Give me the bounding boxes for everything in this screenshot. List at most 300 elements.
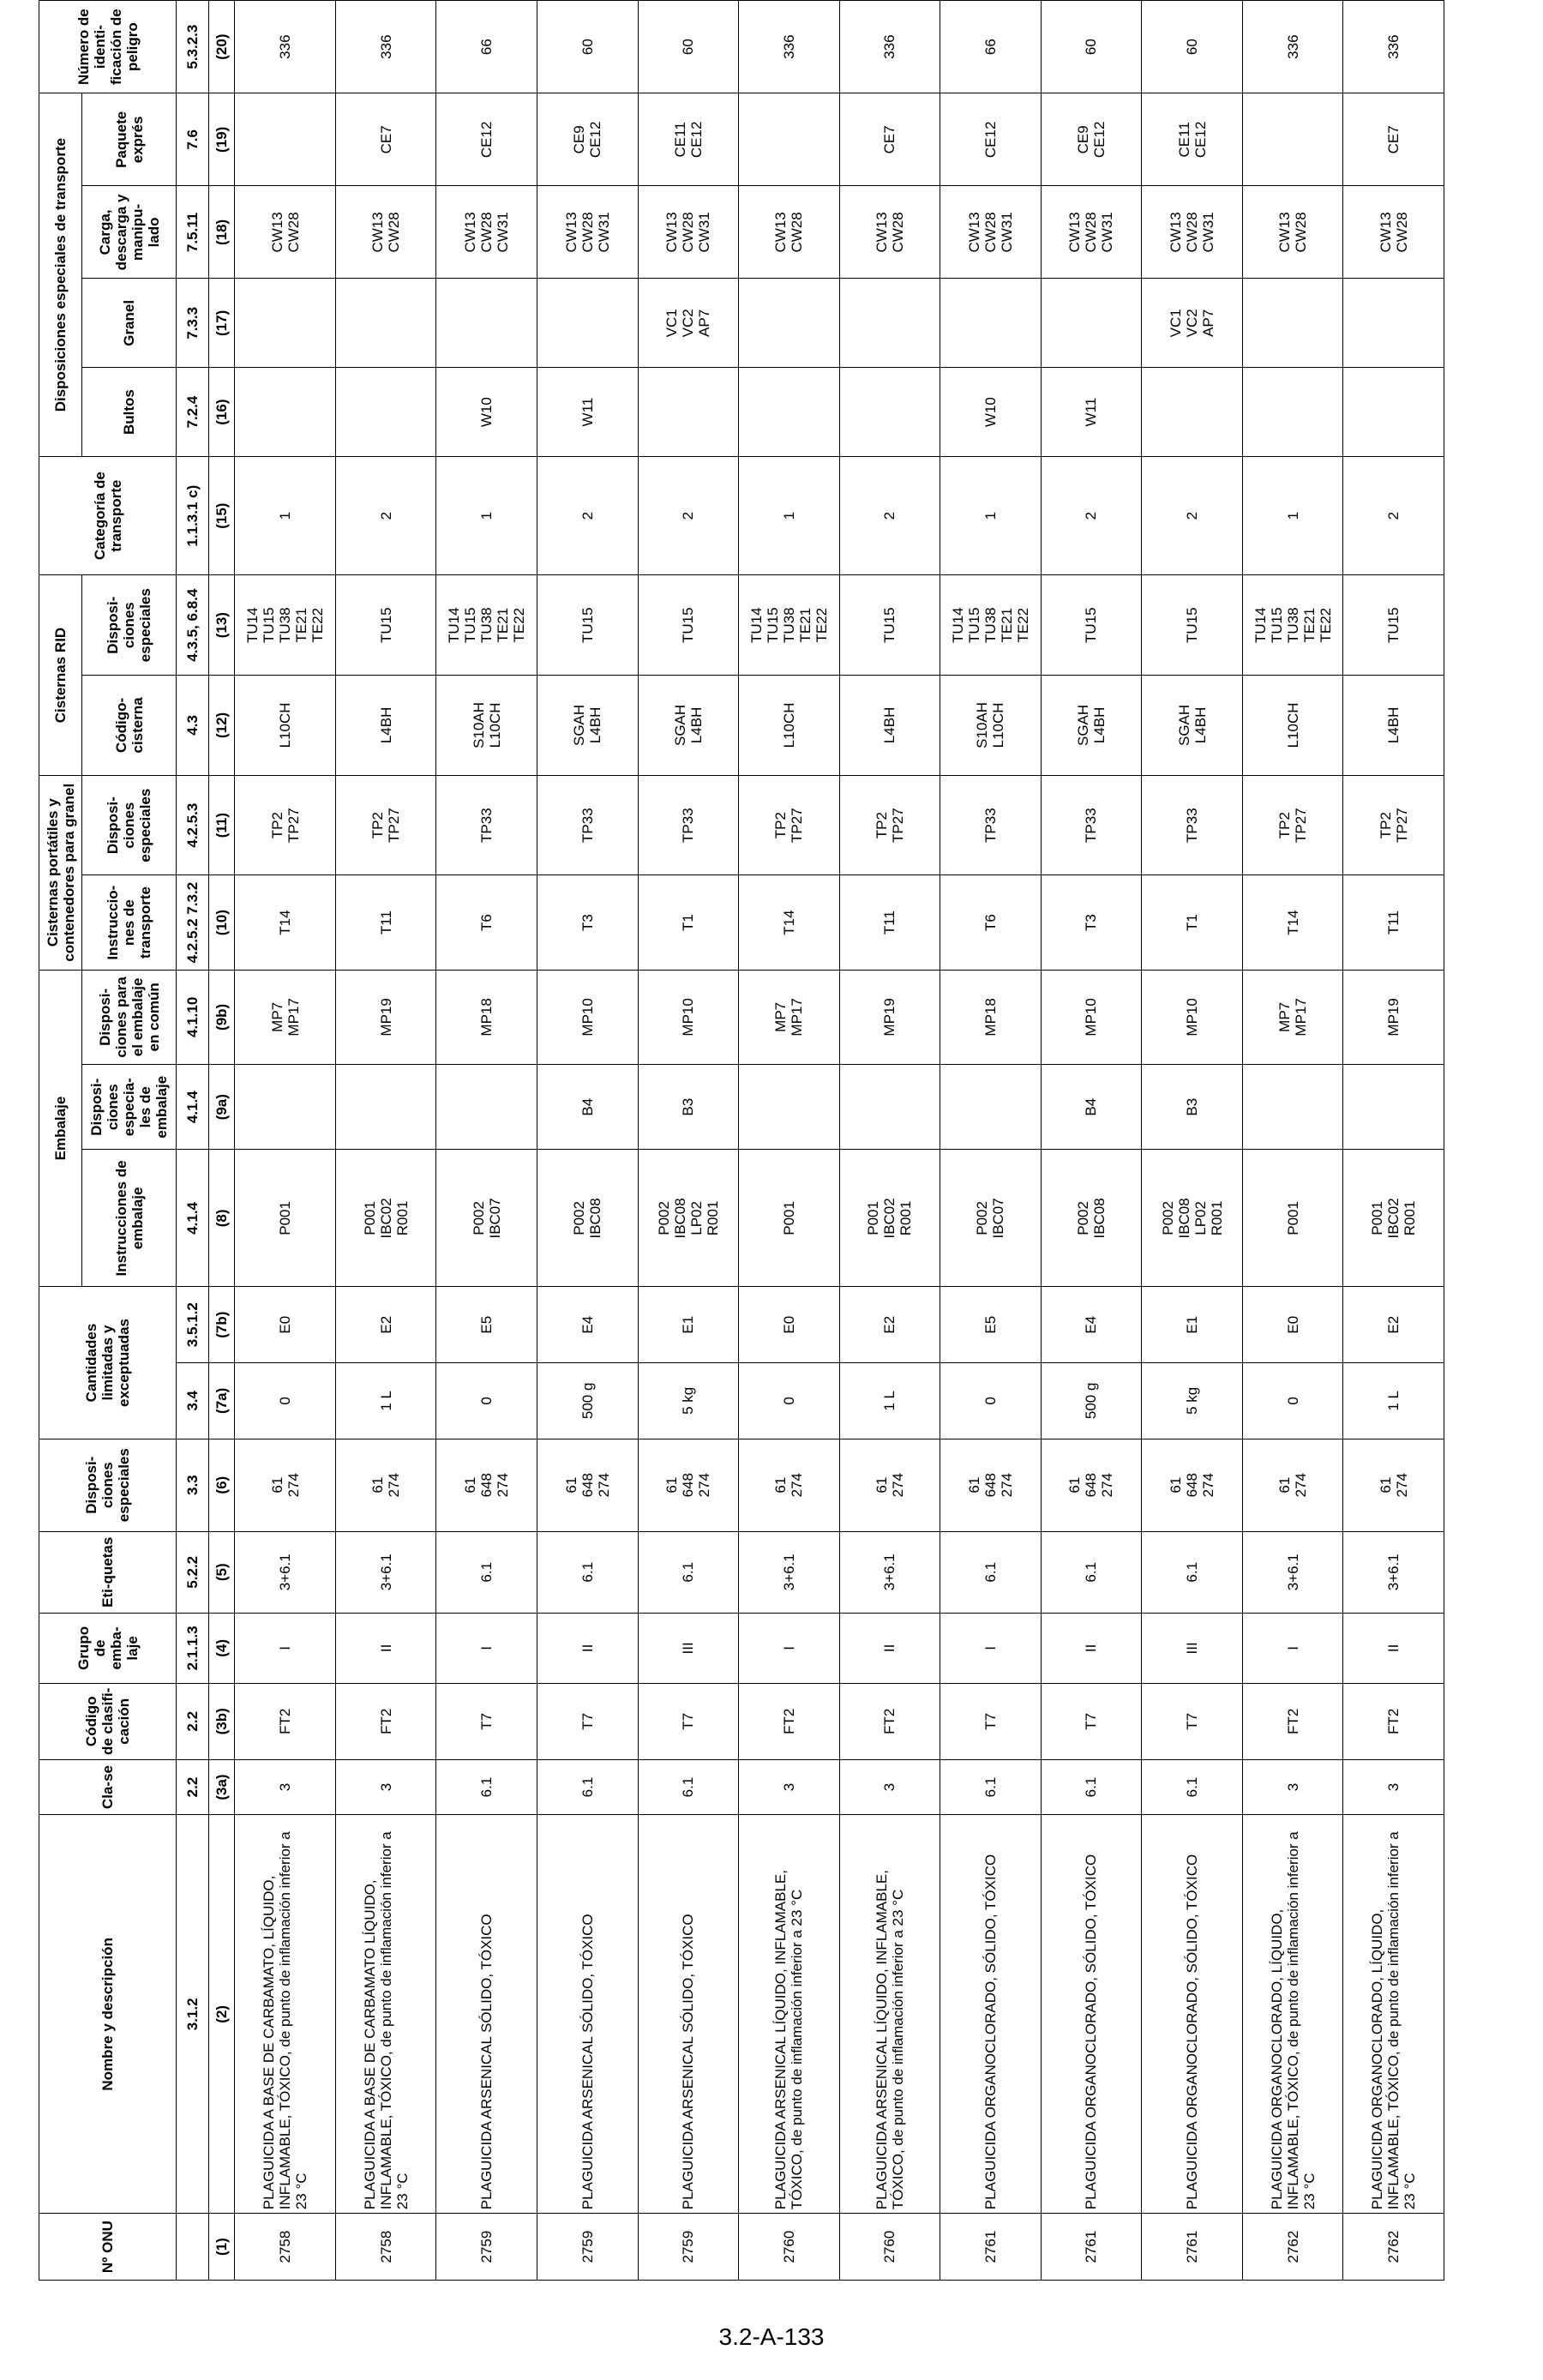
table-row-cell: PLAGUICIDA ORGANOCLORADO, SÓLIDO, TÓXICO [940,1815,1042,2214]
table-row-cell: P001 IBC02 R001 [1343,1150,1444,1287]
table-row-cell: TP2 TP27 [1343,775,1444,875]
table-row-cell: MP10 [638,970,739,1064]
table-row-cell: 2759 [436,2214,537,2281]
table-row-cell: 61 274 [1242,1439,1343,1531]
column-number-row-cell: (4) [209,1613,235,1683]
reference-row-cell: 1.1.3.1 c) [177,456,209,574]
table-row-cell: T14 [739,875,840,970]
table-row-cell: 2761 [1041,2214,1142,2281]
table-row-cell: 1 [235,456,336,574]
table-row-cell: MP7 MP17 [235,970,336,1064]
table-row-cell: 2760 [839,2214,940,2281]
table-row-cell: T11 [839,875,940,970]
header-transport-category: Categoría de transporte [39,456,177,574]
table-row-cell: PLAGUICIDA ARSENICAL SÓLIDO, TÓXICO [638,1815,739,2214]
table-row-cell: T3 [1041,875,1142,970]
table-row-cell: B3 [638,1064,739,1149]
reference-row-cell: 4.2.5.2 7.3.2 [177,875,209,970]
table-row-cell [739,279,840,368]
table-row-cell: E5 [436,1287,537,1363]
table-row-cell: 1 [940,456,1042,574]
table-row-cell: 60 [1041,1,1142,93]
table-row-cell: 2 [839,456,940,574]
header-tank-instructions: Instruccio-nes de transporte [82,875,177,970]
table-row-cell: 5 kg [1142,1363,1243,1439]
table-row-cell: PLAGUICIDA ARSENICAL LÍQUIDO, INFLAMABLE, TÓXICO, de punto de inflamación inferior a 23 °C [839,1815,940,2214]
table-row-cell: 2 [1041,456,1142,574]
column-number-row-cell: (17) [209,279,235,368]
reference-row-cell: 4.1.4 [177,1150,209,1287]
table-row-cell: 3+6.1 [839,1531,940,1613]
table-row-cell: 60 [638,1,739,93]
table-row-cell: II [537,1613,638,1683]
table-row-cell: CE12 [940,93,1042,186]
table-row-cell: FT2 [235,1683,336,1759]
table-row [1041,1,1142,2281]
table-row-cell: 2 [1343,456,1444,574]
table-row-cell: 336 [1242,1,1343,93]
table-row [839,1,940,2281]
table-row-cell: 2760 [739,2214,840,2281]
table-row-cell: 3 [839,1759,940,1815]
table-row-cell: 6.1 [638,1531,739,1613]
column-number-row-cell: (16) [209,368,235,457]
table-row-cell: CW13 CW28 [335,186,436,279]
table-row-cell [1142,368,1243,457]
table-row-cell: T14 [235,875,336,970]
table-row-cell: 3 [1343,1759,1444,1815]
table-row-cell: P002 IBC08 [537,1150,638,1287]
table-row-cell: T7 [537,1683,638,1759]
table-row-cell: 61 648 274 [638,1439,739,1531]
table-row-cell: PLAGUICIDA ORGANOCLORADO, LÍQUIDO, INFLAMABLE, TÓXICO, de punto de inflamación inferior a 23 °C [1343,1815,1444,2214]
table-row-cell: E0 [1242,1287,1343,1363]
table-row-cell: P002 IBC07 [940,1150,1042,1287]
header-limited-quantities: Cantidades limitadas y exceptuadas [39,1287,177,1439]
table-row-cell: T1 [638,875,739,970]
reference-row-cell: 2.2 [177,1683,209,1759]
header-hazard-id: Número de identi-ficación de peligro [39,1,177,93]
table-row-cell: II [335,1613,436,1683]
table-row-cell: CE11 CE12 [1142,93,1243,186]
table-row-cell [739,1064,840,1149]
table-row-cell: P001 IBC02 R001 [335,1150,436,1287]
table-row-cell: CW13 CW28 CW31 [1142,186,1243,279]
header-name-description: Nombre y descripción [39,1815,177,2214]
table-row-cell: P001 [739,1150,840,1287]
table-row-cell: L4BH [335,676,436,776]
column-number-row-cell: (7a) [209,1363,235,1439]
table-row-cell: B4 [1041,1064,1142,1149]
table-row-cell: 66 [940,1,1042,93]
table-row-cell: L4BH [839,676,940,776]
table-row-cell: CW13 CW28 [235,186,336,279]
table-row-cell: 6.1 [940,1531,1042,1613]
table-row [335,1,436,2281]
table-row-cell [436,279,537,368]
table-row-cell: 1 L [839,1363,940,1439]
table-row-cell [839,279,940,368]
table-row-cell: B4 [537,1064,638,1149]
table-row-cell: 2759 [638,2214,739,2281]
table-row-cell: TU15 [1041,575,1142,676]
table-row-cell: E0 [739,1287,840,1363]
table-row-cell [739,93,840,186]
table-row-cell: 0 [739,1363,840,1439]
column-number-row-cell: (7b) [209,1287,235,1363]
table-row-cell: MP19 [335,970,436,1064]
table-row-cell: I [235,1613,336,1683]
table-row-cell: PLAGUICIDA ORGANOCLORADO, SÓLIDO, TÓXICO [1142,1815,1243,2214]
table-row-cell: L10CH [1242,676,1343,776]
table-row-cell: FT2 [739,1683,840,1759]
table-row-cell: 6.1 [537,1759,638,1815]
table-row-cell: MP19 [1343,970,1444,1064]
table-row-cell: FT2 [1343,1683,1444,1759]
table-row-cell: CW13 CW28 [839,186,940,279]
table-row-cell: 61 274 [335,1439,436,1531]
table-row-cell: T7 [638,1683,739,1759]
table-row-cell: 500 g [1041,1363,1142,1439]
table-row-cell: III [1142,1613,1243,1683]
table-row-cell: E5 [940,1287,1042,1363]
table-row-cell [1242,279,1343,368]
table-row-cell: W10 [436,368,537,457]
table-row-cell [1343,368,1444,457]
table-row-cell: II [1343,1613,1444,1683]
header-class: Cla-se [39,1759,177,1815]
table-row-cell: T11 [335,875,436,970]
table-row-cell: E2 [1343,1287,1444,1363]
table-row-cell: SGAH L4BH [638,676,739,776]
column-number-row-cell: (1) [209,2214,235,2281]
table-row-cell: CW13 CW28 CW31 [1041,186,1142,279]
table-row-cell: 61 648 274 [940,1439,1042,1531]
column-number-row [209,1,235,2281]
table-row-cell: FT2 [839,1683,940,1759]
table-row-cell: TP33 [940,775,1042,875]
table-row-cell: 66 [436,1,537,93]
table-row-cell: VC1 VC2 AP7 [1142,279,1243,368]
table-row [537,1,638,2281]
table-row-cell: I [739,1613,840,1683]
table-row-cell: L4BH [1343,676,1444,776]
header-rid-special-provisions: Disposi-ciones especiales [82,575,177,676]
table-row-cell: P001 [1242,1150,1343,1287]
table-row-cell: 60 [1142,1,1243,93]
header-mixed-packing: Disposi-ciones para el embalaje en común [82,970,177,1064]
page-number: 3.2-A-133 [718,2323,825,2350]
table-row-cell: TP2 TP27 [1242,775,1343,875]
column-number-row-cell: (19) [209,93,235,186]
column-number-row-cell: (9b) [209,970,235,1064]
table-row-cell [537,279,638,368]
header-packaging: Embalaje [39,970,82,1287]
table-row-cell: TP33 [1142,775,1243,875]
table-row-cell: VC1 VC2 AP7 [638,279,739,368]
table-row-cell: T1 [1142,875,1243,970]
table-row-cell [638,368,739,457]
table-row-cell: MP10 [1041,970,1142,1064]
table-row-cell: T7 [1041,1683,1142,1759]
table-row-cell: T7 [436,1683,537,1759]
reference-row-cell: 5.3.2.3 [177,1,209,93]
reference-row-cell: 3.4 [177,1363,209,1439]
table-row-cell: SGAH L4BH [1041,676,1142,776]
column-number-row-cell: (10) [209,875,235,970]
table-row-cell: MP7 MP17 [1242,970,1343,1064]
table-body [177,1,1444,2281]
table-row-cell: CW13 CW28 CW31 [638,186,739,279]
table-row-cell: P002 IBC08 [1041,1150,1142,1287]
header-packing-instructions: Instrucciones de embalaje [82,1150,177,1287]
table-row-cell: 61 648 274 [436,1439,537,1531]
table-row-cell: W11 [537,368,638,457]
table-row-cell: 61 274 [235,1439,336,1531]
table-row-cell: 2761 [940,2214,1042,2281]
column-number-row-cell: (2) [209,1815,235,2214]
table-row-cell: 6.1 [940,1759,1042,1815]
table-row-cell: T14 [1242,875,1343,970]
table-row-cell: CW13 CW28 CW31 [537,186,638,279]
table-row-cell: I [1242,1613,1343,1683]
table-row-cell: CW13 CW28 CW31 [436,186,537,279]
table-row-cell: E1 [1142,1287,1243,1363]
reference-row-cell [177,2214,209,2281]
table-row-cell: 6.1 [1041,1531,1142,1613]
table-row-cell: II [839,1613,940,1683]
table-row-cell: W10 [940,368,1042,457]
table-row-cell: 500 g [537,1363,638,1439]
column-number-row-cell: (3b) [209,1683,235,1759]
table-row-cell: 2 [1142,456,1243,574]
table-row-cell: 336 [235,1,336,93]
table-row-cell [1343,1064,1444,1149]
table-row-cell: L10CH [235,676,336,776]
table-row-cell: PLAGUICIDA ARSENICAL SÓLIDO, TÓXICO [436,1815,537,2214]
table-row [1343,1,1444,2281]
table-row-cell: T11 [1343,875,1444,970]
table-row-cell: 61 648 274 [1041,1439,1142,1531]
table-row-cell: 2758 [235,2214,336,2281]
table-row-cell: 61 274 [739,1439,840,1531]
column-number-row-cell: (8) [209,1150,235,1287]
table-row-cell: CE7 [1343,93,1444,186]
reference-row-cell: 4.1.10 [177,970,209,1064]
table-row-cell: T7 [1142,1683,1243,1759]
table-row-cell: 3 [739,1759,840,1815]
table-row [638,1,739,2281]
header-special-transport-provisions: Disposiciones especiales de transporte [39,93,82,457]
table-row-cell: 2 [638,456,739,574]
header-bulk: Granel [82,279,177,368]
table-row-cell: 1 L [1343,1363,1444,1439]
table-row-cell: B3 [1142,1064,1243,1149]
table-row-cell: W11 [1041,368,1142,457]
reference-row-cell: 3.5.1.2 [177,1287,209,1363]
table-row-cell: CE9 CE12 [1041,93,1142,186]
table-row-cell: 6.1 [436,1531,537,1613]
table-row-cell [436,1064,537,1149]
table-row-cell [335,368,436,457]
table-row-cell: 6.1 [1142,1759,1243,1815]
table-row-cell: FT2 [1242,1683,1343,1759]
table-row-cell [335,279,436,368]
table-row-cell: MP10 [1142,970,1243,1064]
reference-row-cell: 2.1.1.3 [177,1613,209,1683]
header-packages: Bultos [82,368,177,457]
table-row-cell: SGAH L4BH [1142,676,1243,776]
table-row-cell: CW13 CW28 [1343,186,1444,279]
table-row-cell: E2 [839,1287,940,1363]
table-row-cell: T3 [537,875,638,970]
table-row-cell: E0 [235,1287,336,1363]
table-row-cell: TU15 [638,575,739,676]
table-row-cell: 2761 [1142,2214,1243,2281]
table-row-cell: 6.1 [638,1759,739,1815]
dangerous-goods-table [39,0,1444,2281]
reference-row-cell: 7.6 [177,93,209,186]
table-row-cell: PLAGUICIDA ARSENICAL SÓLIDO, TÓXICO [537,1815,638,2214]
table-row-cell [235,93,336,186]
table-row-cell: E2 [335,1287,436,1363]
table-row-cell: 2 [335,456,436,574]
reference-row-cell: 7.5.11 [177,186,209,279]
table-row-cell: 0 [940,1363,1042,1439]
table-row-cell: CW13 CW28 CW31 [940,186,1042,279]
table-row-cell: 6.1 [1142,1531,1243,1613]
reference-row-cell: 4.1.4 [177,1064,209,1149]
table-row-cell: I [940,1613,1042,1683]
table-row-cell: E1 [638,1287,739,1363]
table-row-cell: E4 [537,1287,638,1363]
table-row-cell: 3+6.1 [1343,1531,1444,1613]
table-row-cell: 336 [335,1,436,93]
table-row-cell [235,1064,336,1149]
table-row-cell: L10CH [739,676,840,776]
table-row-cell: MP18 [436,970,537,1064]
table-row-cell [235,279,336,368]
table-row-cell: TU15 [537,575,638,676]
table-row-cell: 1 L [335,1363,436,1439]
table-row-cell [335,1064,436,1149]
column-number-row-cell: (12) [209,676,235,776]
table-row-cell: TP33 [638,775,739,875]
table-row-cell: MP7 MP17 [739,970,840,1064]
table-row-cell: CW13 CW28 [739,186,840,279]
table-row-cell: 61 648 274 [1142,1439,1243,1531]
header-special-packing-provisions: Disposi-ciones especia-les de embalaje [82,1064,177,1149]
table-row-cell: 61 274 [839,1439,940,1531]
table-row-cell: 6.1 [1041,1759,1142,1815]
table-row-cell [1041,279,1142,368]
table-row-cell: CE7 [839,93,940,186]
table-row-cell: 336 [739,1,840,93]
table-row-cell: 3+6.1 [739,1531,840,1613]
table-row-cell: 336 [839,1,940,93]
table-row-cell: 2759 [537,2214,638,2281]
table-row-cell: TP33 [1041,775,1142,875]
table-row [235,1,336,2281]
table-row-cell: CE7 [335,93,436,186]
table-row-cell: TU15 [1343,575,1444,676]
header-special-provisions: Disposi-ciones especiales [39,1439,177,1531]
table-row-cell: 60 [537,1,638,93]
reference-row-cell: 3.1.2 [177,1815,209,2214]
table-row-cell: MP19 [839,970,940,1064]
column-number-row-cell: (15) [209,456,235,574]
table-row-cell: I [436,1613,537,1683]
table-row-cell [1343,279,1444,368]
header-un-number: Nº ONU [39,2214,177,2281]
table-row-cell: MP10 [537,970,638,1064]
table-row-cell: CE12 [436,93,537,186]
reference-row [177,1,209,2281]
table-row-cell: SGAH L4BH [537,676,638,776]
column-number-row-cell: (9a) [209,1064,235,1149]
table-row-cell: 3 [1242,1759,1343,1815]
header-labels: Eti-quetas [39,1531,177,1613]
table-row-cell: 61 274 [1343,1439,1444,1531]
table-row-cell [940,279,1042,368]
table-row [1242,1,1343,2281]
table-row-cell: 61 648 274 [537,1439,638,1531]
table-row-cell: 5 kg [638,1363,739,1439]
table-row-cell: 3 [235,1759,336,1815]
rotated-table-container [39,0,1444,2281]
table-row-cell [1242,1064,1343,1149]
column-number-row-cell: (18) [209,186,235,279]
table-row-cell: 336 [1343,1,1444,93]
column-number-row-cell: (5) [209,1531,235,1613]
table-row-cell: PLAGUICIDA A BASE DE CARBAMATO, LÍQUIDO, INFLAMABLE, TÓXICO, de punto de inflamación inferior a 23 °C [235,1815,336,2214]
table-row-cell: T6 [940,875,1042,970]
table-row-cell: PLAGUICIDA ARSENICAL LÍQUIDO, INFLAMABLE, TÓXICO, de punto de inflamación inferior a 23 °C [739,1815,840,2214]
table-row-cell [839,1064,940,1149]
table-row-cell: PLAGUICIDA A BASE DE CARBAMATO LÍQUIDO, INFLAMABLE, TÓXICO, de punto de inflamación inferior a 23 °C [335,1815,436,2214]
table-row-cell: P002 IBC08 LP02 R001 [1142,1150,1243,1287]
reference-row-cell: 4.3 [177,676,209,776]
header-loading-unloading: Carga, descarga y manipu-lado [82,186,177,279]
table-row-cell: CW13 CW28 [1242,186,1343,279]
table-row-cell: T6 [436,875,537,970]
table-row-cell: TP2 TP27 [335,775,436,875]
table-row-cell: TU15 [839,575,940,676]
reference-row-cell: 4.3.5, 6.8.4 [177,575,209,676]
table-row-cell: T7 [940,1683,1042,1759]
reference-row-cell: 7.3.3 [177,279,209,368]
table-row-cell: TP2 TP27 [235,775,336,875]
column-number-row-cell: (20) [209,1,235,93]
table-row-cell: 3+6.1 [335,1531,436,1613]
table-row-cell: TP33 [436,775,537,875]
table-row-cell: 2 [537,456,638,574]
table-row-cell: 0 [1242,1363,1343,1439]
header-portable-tanks: Cisternas portátiles y contenedores para granel [39,775,82,970]
table-row-cell [1242,368,1343,457]
column-number-row-cell: (6) [209,1439,235,1531]
header-tank-code: Código-cisterna [82,676,177,776]
table-row-cell: 1 [436,456,537,574]
header-packing-group: Grupo de emba-laje [39,1613,177,1683]
table-row-cell: 0 [436,1363,537,1439]
table-row-cell: P001 [235,1150,336,1287]
table-row [940,1,1042,2281]
table-row-cell: II [1041,1613,1142,1683]
table-row [739,1,840,2281]
table-row [1142,1,1243,2281]
table-row-cell: 2762 [1343,2214,1444,2281]
